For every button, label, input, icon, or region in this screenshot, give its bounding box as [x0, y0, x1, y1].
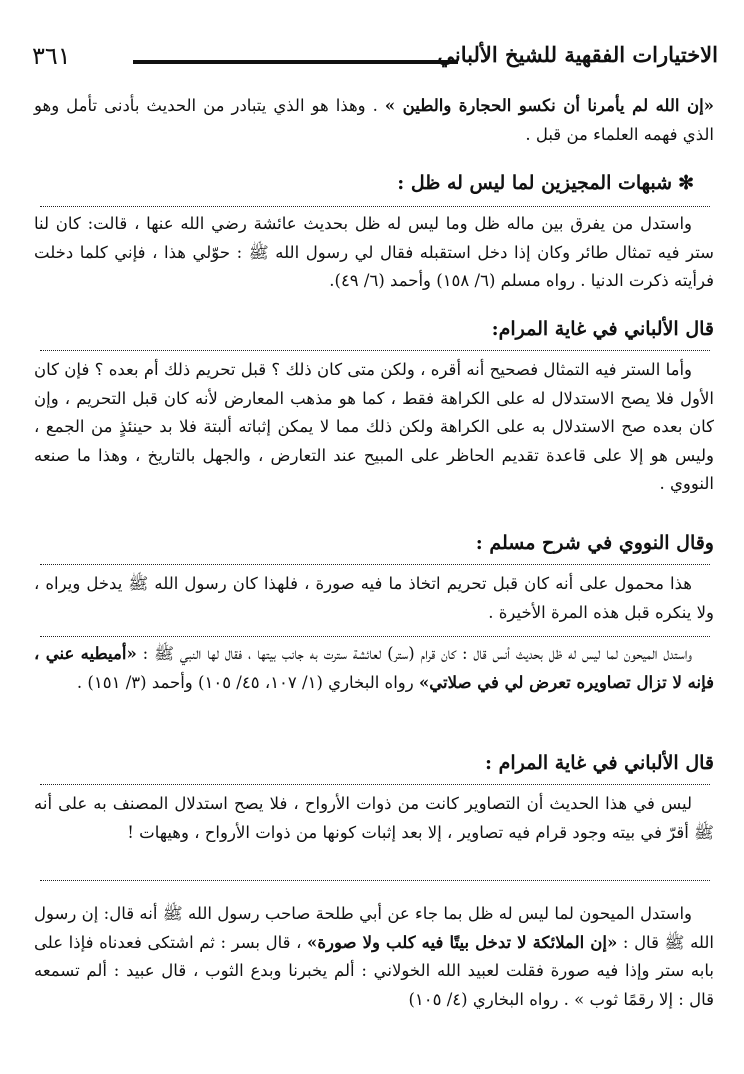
hadith-quote: «أميطيه عني ، فإنه لا تزال تصاويره تعرض لي في صلاتي» [34, 644, 714, 692]
dotted-separator [40, 206, 710, 207]
dotted-separator [40, 880, 710, 881]
asterisk-icon: ✻ [678, 172, 694, 194]
heading-text: قال الألباني في غاية المرام : [484, 752, 714, 774]
section-heading-3 [34, 528, 714, 558]
running-title: الاختيارات الفقهية للشيخ الألباني [437, 42, 718, 67]
paragraph-6 [34, 790, 714, 847]
paragraph-text: رواه البخاري (١/ ١٠٧، ٤٥/ ١٠٥) وأحمد (٣/ ١٥١) . [76, 672, 419, 692]
page-number: ٣٦١ [32, 42, 71, 70]
heading-text: قال الألباني في غاية المرام: [491, 318, 714, 340]
paragraph-5 [34, 640, 714, 697]
paragraph-7 [34, 900, 714, 1014]
paragraph-text: واستدل الميحون لما ليس له ظل بحديث أنس قال : كان قرام (ستر) لعائشة سترت به جانب بيتها ، فقال لها النبي ﷺ : [136, 644, 692, 663]
section-heading-4 [34, 748, 714, 778]
paragraph-1 [34, 92, 714, 149]
hadith-quote: «إن الملائكة لا تدخل بيتًا فيه كلب ولا صورة» [307, 932, 618, 952]
heading-text: وقال النووي في شرح مسلم : [475, 532, 714, 554]
dotted-separator [40, 350, 710, 351]
paragraph-text: هذا محمول على أنه كان قبل تحريم اتخاذ ما فيه صورة ، فلهذا كان رسول الله ﷺ يدخل ويراه ، ولا ينكره قبل هذه المرة الأخيرة . [34, 574, 714, 622]
paragraph-3 [34, 356, 714, 499]
header-rule [133, 60, 458, 64]
section-heading-1 [34, 168, 714, 198]
heading-text: شبهات المجيزين لما ليس له ظل : [397, 172, 673, 194]
paragraph-text: واستدل من يفرق بين ماله ظل وما ليس له ظل بحديث عائشة رضي الله عنها ، قالت: كان لنا ستر فيه تمثال طائر وكان إذا دخل استقبله فقال لي رسول الله ﷺ : حوّلي هذا ، فإني كلما دخلت فرأيته ذكرت الدنيا . رواه مسلم (٦/ ١٥٨) وأحمد (٦/ ٤٩). [34, 214, 714, 290]
section-heading-2 [34, 314, 714, 344]
paragraph-4 [34, 570, 714, 627]
paragraph-text: ، قال بسر : ثم اشتكى فعدناه فإذا على بابه ستر وإذا فيه صورة فقلت لعبيد الله الخولاني : ألم يخبرنا وبدع الثوب ، قال عبيد : ألم تسمعه قال : إلا رقمًا ثوب » . رواه البخاري (٤/ ١٠٥) [34, 932, 714, 1009]
paragraph-text: واستدل الميحون لما ليس له ظل بما جاء عن أبي طلحة صاحب رسول الله ﷺ أنه قال: إن رسول الله ﷺ قال : [34, 904, 715, 952]
hadith-quote: «إن الله لم يأمرنا أن نكسو الحجارة والطين » [384, 96, 714, 115]
dotted-separator [40, 636, 710, 637]
dotted-separator [40, 564, 710, 565]
dotted-separator [40, 784, 710, 785]
paragraph-text: . وهذا هو الذي يتبادر من الحديث بأدنى تأمل وهو الذي فهمه العلماء من قبل . [34, 96, 714, 144]
page-header [28, 40, 718, 80]
paragraph-2 [34, 210, 714, 296]
paragraph-text: ليس في هذا الحديث أن التصاوير كانت من ذوات الأرواح ، فلا يصح استدلال المصنف به على أنه ﷺ أقرّ في بيته وجود قرام فيه تصاوير ، إلا بعد إثبات كونها من ذوات الأرواح ، وهيهات ! [34, 794, 714, 842]
paragraph-text: وأما الستر فيه التمثال فصحيح أنه أقره ، ولكن متى كان ذلك ؟ قبل تحريم ذلك أم بعده ؟ فإن كان الأول فلا يصح الاستدلال له على الكراهة فقط ، كما هو مذهب المعارض لأنه كان قبل التحريم ، وإن كان بعده صح الاستدلال به على الكراهة ولكن ذلك مما لا يمكن إثباته ألبتة فلا بد حينئذٍ من الجمع ، وليس هو إلا على قاعدة تقديم الحاظر على المبيح عند التعارض ، والجهل بالتاريخ ، وهذا ما صنعه النووي . [34, 360, 714, 493]
